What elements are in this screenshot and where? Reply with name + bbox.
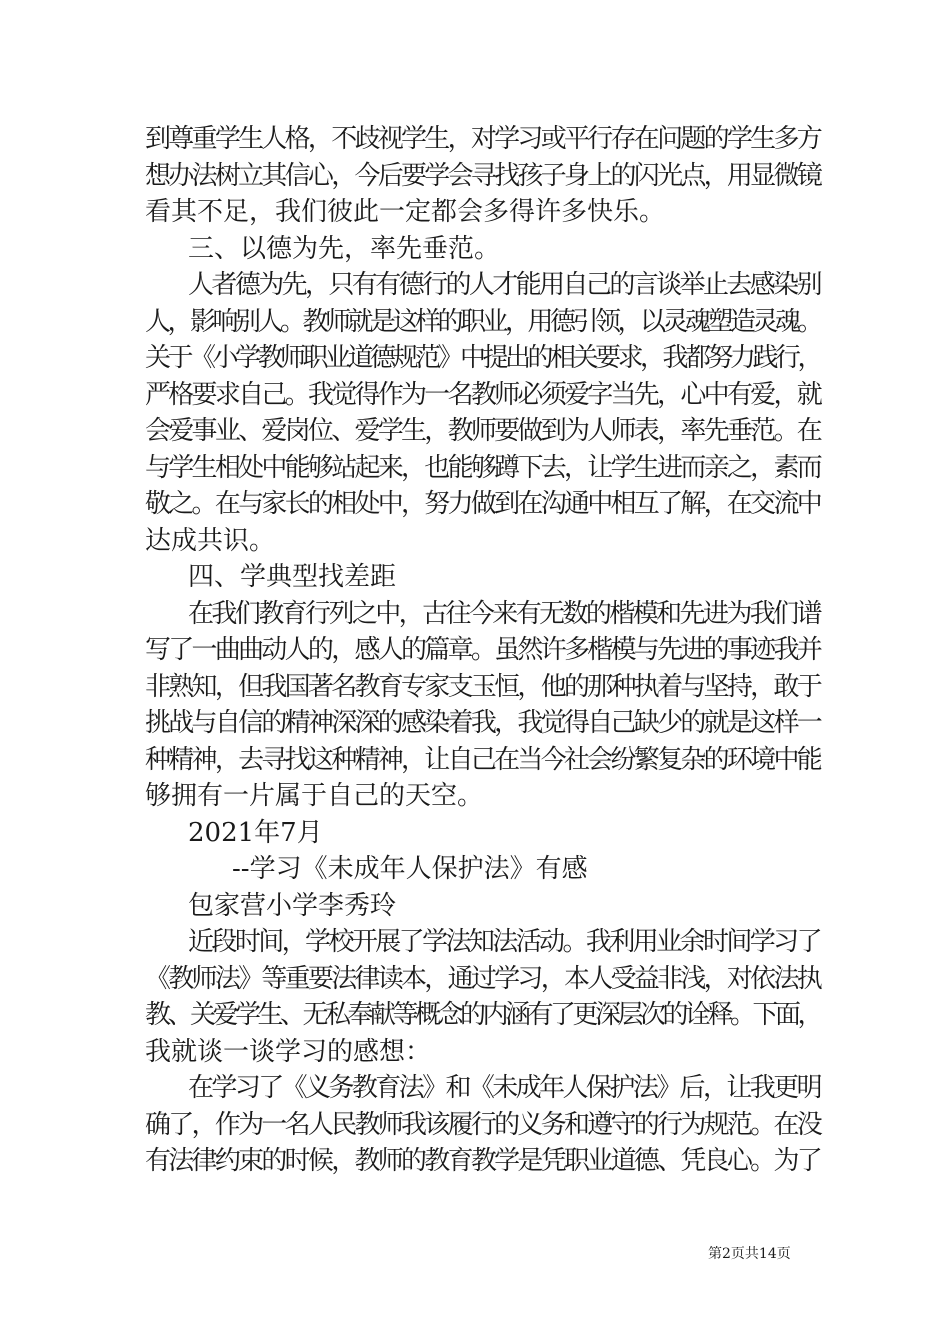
text-line: 种精神，去寻找这种精神，让自己在当今社会纷繁复杂的环境中能	[145, 745, 821, 775]
text-line: 在学习了《义务教育法》和《未成年人保护法》后，让我更明	[188, 1073, 821, 1103]
text-line: 确了，作为一名人民教师我该履行的义务和遵守的行为规范。在没	[145, 1110, 821, 1140]
text-line: 想办法树立其信心，今后要学会寻找孩子身上的闪光点，用显微镜	[145, 161, 821, 191]
text-line: 教、关爱学生、无私奉献等概念的内涵有了更深层次的诠释。下面，	[145, 1000, 821, 1030]
section-heading: 四、学典型找差距	[188, 562, 397, 592]
text-line: 在我们教育行列之中，古往今来有无数的楷模和先进为我们谱	[188, 599, 821, 629]
page-number-footer: 第2页共14页	[708, 1246, 791, 1262]
section-heading: 三、以德为先，率先垂范。	[188, 234, 501, 264]
text-line: 有法律约束的时候，教师的教育教学是凭职业道德、凭良心。为了	[145, 1146, 821, 1176]
text-line: 到尊重学生人格，不歧视学生，对学习或平行存在问题的学生多方	[145, 124, 821, 154]
text-line: 够拥有一片属于自己的天空。	[145, 781, 484, 811]
text-line: 挑战与自信的精神深深的感染着我，我觉得自己缺少的就是这样一	[145, 708, 821, 738]
text-line: 人，影响别人。教师就是这样的职业，用德引领，以灵魂塑造灵魂。	[145, 307, 821, 337]
text-line: 人者德为先，只有有德行的人才能用自己的言谈举止去感染别	[188, 270, 821, 300]
text-line: 达成共识。	[145, 526, 276, 556]
text-line: 近段时间，学校开展了学法知法活动。我利用业余时间学习了	[188, 927, 821, 957]
text-line: 会爱事业、爱岗位、爱学生，教师要做到为人师表，率先垂范。在	[145, 416, 821, 446]
author-line: 包家营小学李秀玲	[188, 891, 397, 921]
text-line: 我就谈一谈学习的感想：	[145, 1037, 432, 1067]
text-line: 非熟知，但我国著名教育专家支玉恒，他的那种执着与坚持，敢于	[145, 672, 821, 702]
essay-subtitle: --学习《未成年人保护法》有感	[232, 854, 588, 884]
text-line: 《教师法》等重要法律读本，通过学习，本人受益非浅，对依法执	[145, 964, 821, 994]
text-line: 写了一曲曲动人的，感人的篇章。虽然许多楷模与先进的事迹我并	[145, 635, 821, 665]
text-line: 看其不足，我们彼此一定都会多得许多快乐。	[145, 197, 666, 227]
text-line: 敬之。在与家长的相处中，努力做到在沟通中相互了解，在交流中	[145, 489, 821, 519]
text-line: 关于《小学教师职业道德规范》中提出的相关要求，我都努力践行，	[145, 343, 821, 373]
text-line: 与学生相处中能够站起来，也能够蹲下去，让学生进而亲之，素而	[145, 453, 821, 483]
date-line: 2021年7月	[188, 818, 323, 848]
text-line: 严格要求自己。我觉得作为一名教师必须爱字当先，心中有爱，就	[145, 380, 821, 410]
